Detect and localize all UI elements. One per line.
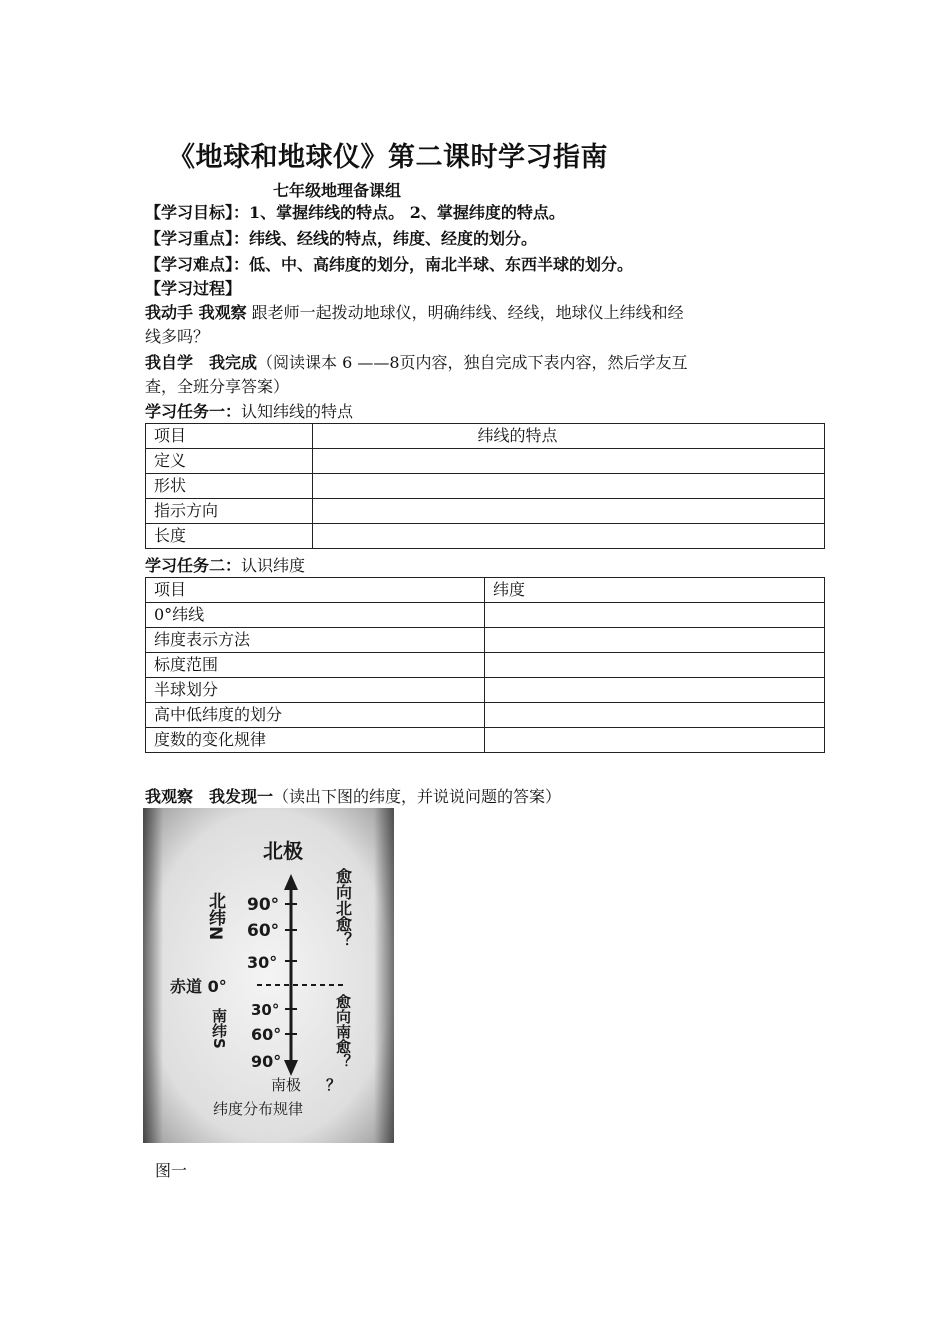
answer-cell xyxy=(313,474,825,499)
observe-label: 我观察 我发现一 xyxy=(145,787,274,806)
table-row xyxy=(146,628,825,653)
south-question-label: 愈向南愈？ xyxy=(334,994,352,1069)
table-header-row xyxy=(146,578,825,603)
table-row xyxy=(146,728,825,753)
focus-label: 【学习重点】 xyxy=(145,229,234,248)
activity-1-cont: 线多吗？ xyxy=(145,327,210,346)
row-label: 半球划分 xyxy=(146,678,485,703)
activity-2 xyxy=(145,351,688,375)
latitude-distribution-figure xyxy=(143,808,394,1143)
task1-text: 认知纬线的特点 xyxy=(241,402,354,421)
row-label: 高中低纬度的划分 xyxy=(146,703,485,728)
learning-focus xyxy=(145,227,537,251)
observe-text: （读出下图的纬度，并说说问题的答案） xyxy=(273,787,562,806)
table-row xyxy=(146,474,825,499)
row-label: 标度范围 xyxy=(146,653,485,678)
south-latitude-label: 南纬S xyxy=(210,1008,228,1049)
activity1-text: 跟老师一起拨动地球仪，明确纬线、经线，地球仪上纬线和经 xyxy=(246,303,684,322)
table-row xyxy=(146,678,825,703)
row-label: 形状 xyxy=(146,474,313,499)
focus-text: ：纬线、经线的特点，纬度、经度的划分。 xyxy=(233,229,538,248)
latitude-degree-table xyxy=(145,577,825,753)
south-pole-question: ？ xyxy=(326,1076,342,1094)
north-pole-label: 北极 xyxy=(263,839,303,863)
task2-label: 学习任务二： xyxy=(145,556,242,575)
figure-caption: 图一 xyxy=(155,1161,188,1180)
north-tick-label: 90° xyxy=(247,895,280,915)
table-row xyxy=(146,524,825,549)
difficulty-text: ：低、中、高纬度的划分，南北半球、东西半球的划分。 xyxy=(233,255,634,274)
activity-1 xyxy=(145,301,684,325)
goal-label: 【学习目标】 xyxy=(145,203,234,222)
south-pole-label: 南极 xyxy=(271,1076,302,1094)
learning-goal xyxy=(145,201,565,225)
row-label: 纬度表示方法 xyxy=(146,628,485,653)
page-title: 《地球和地球仪》第二课时学习指南 xyxy=(168,142,608,173)
activity-2-cont: 查，全班分享答案） xyxy=(145,377,290,396)
figure-title: 纬度分布规律 xyxy=(213,1100,304,1118)
answer-cell xyxy=(485,728,825,753)
row-label: 长度 xyxy=(146,524,313,549)
task2-text: 认识纬度 xyxy=(241,556,306,575)
activity2-label: 我自学 我完成 xyxy=(145,353,258,372)
table-header-row xyxy=(146,424,825,449)
answer-cell xyxy=(313,449,825,474)
table-row xyxy=(146,499,825,524)
answer-cell xyxy=(313,524,825,549)
answer-cell xyxy=(485,603,825,628)
task1-label: 学习任务一： xyxy=(145,402,242,421)
task-1-heading xyxy=(145,400,353,424)
answer-cell xyxy=(485,678,825,703)
north-question-label: 愈向北愈？ xyxy=(333,868,353,948)
difficulty-label: 【学习难点】 xyxy=(145,255,234,274)
row-label: 度数的变化规律 xyxy=(146,728,485,753)
north-tick-label: 30° xyxy=(247,953,278,972)
goal-text: ：1、掌握纬线的特点。 2、掌握纬度的特点。 xyxy=(233,203,565,222)
row-label: 0°纬线 xyxy=(146,603,485,628)
south-tick-label: 60° xyxy=(251,1025,282,1044)
author-group: 七年级地理备课组 xyxy=(273,181,402,200)
row-label: 定义 xyxy=(146,449,313,474)
observe-heading xyxy=(145,785,561,809)
north-tick-label: 60° xyxy=(247,921,280,941)
equator-label: 赤道 0° xyxy=(170,977,227,996)
table-header-cell: 项目 xyxy=(146,424,313,449)
table-row xyxy=(146,653,825,678)
table-header-cell: 纬线的特点 xyxy=(313,424,825,449)
north-latitude-label: 北纬N xyxy=(205,892,225,941)
learning-difficulty xyxy=(145,253,633,277)
answer-cell xyxy=(313,499,825,524)
activity1-label: 我动手 我观察 xyxy=(145,303,247,322)
table-row xyxy=(146,703,825,728)
activity2-text: （阅读课本 6 ——8页内容，独自完成下表内容，然后学友互 xyxy=(257,353,688,372)
answer-cell xyxy=(485,628,825,653)
south-tick-label: 30° xyxy=(251,1001,280,1019)
process-label: 【学习过程】 xyxy=(145,279,242,298)
table-row xyxy=(146,449,825,474)
south-tick-label: 90° xyxy=(251,1052,282,1071)
learning-process xyxy=(145,277,241,301)
task-2-heading xyxy=(145,554,305,578)
answer-cell xyxy=(485,703,825,728)
table-row xyxy=(146,603,825,628)
answer-cell xyxy=(485,653,825,678)
row-label: 指示方向 xyxy=(146,499,313,524)
table-header-cell: 项目 xyxy=(146,578,485,603)
table-header-cell: 纬度 xyxy=(485,578,825,603)
latitude-line-table xyxy=(145,423,825,549)
